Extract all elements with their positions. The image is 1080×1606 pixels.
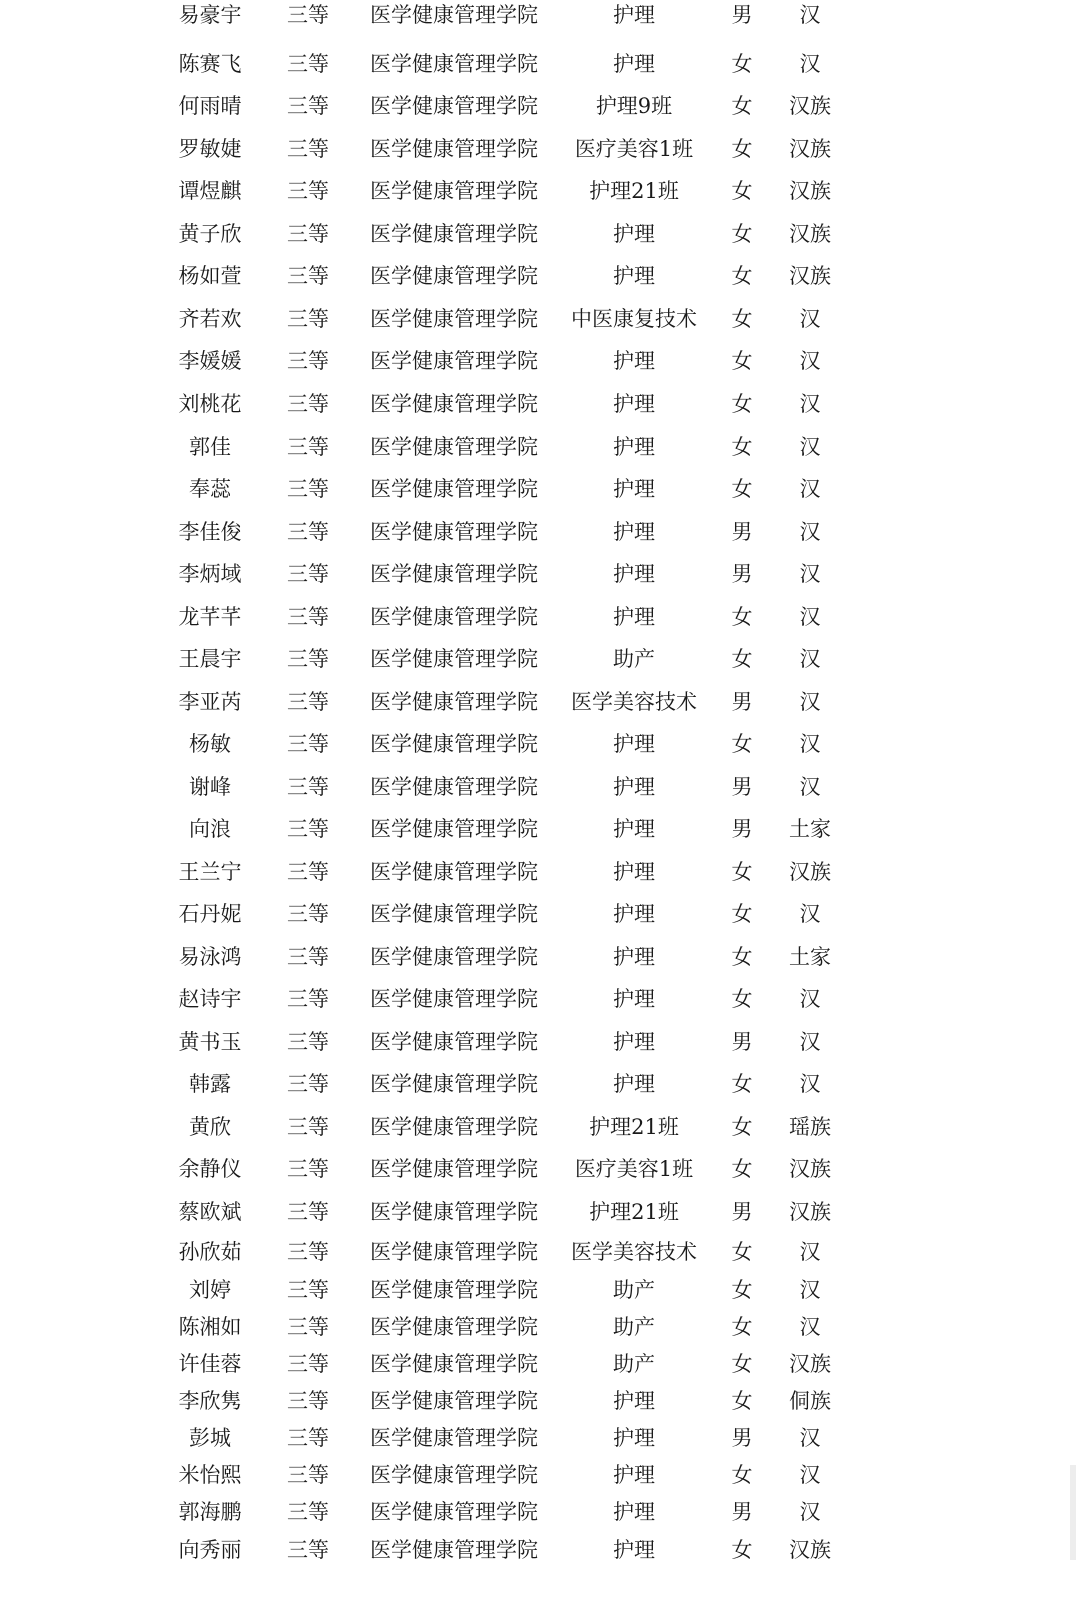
award-level: 三等 — [287, 1426, 329, 1450]
school-name: 医学健康管理学院 — [370, 1500, 538, 1524]
major-name: 助产 — [613, 1278, 655, 1302]
table-row — [0, 299, 1080, 339]
table-row — [0, 1107, 1080, 1147]
major-name: 中医康复技术 — [571, 307, 697, 331]
ethnicity: 汉 — [799, 605, 821, 629]
student-name: 余静仪 — [178, 1157, 242, 1181]
table-row — [0, 1149, 1080, 1189]
ethnicity: 汉 — [799, 1426, 821, 1450]
award-level: 三等 — [287, 690, 329, 714]
table-row — [0, 171, 1080, 211]
student-name: 龙芊芊 — [178, 605, 242, 629]
major-name: 护理 — [613, 435, 655, 459]
ethnicity: 汉族 — [789, 222, 831, 246]
ethnicity: 汉 — [799, 1315, 821, 1339]
table-row — [0, 1492, 1080, 1532]
gender: 女 — [731, 222, 753, 246]
ethnicity: 汉族 — [789, 179, 831, 203]
major-name: 护理 — [613, 349, 655, 373]
ethnicity: 汉族 — [789, 1538, 831, 1562]
major-name: 护理 — [613, 392, 655, 416]
major-name: 护理21班 — [589, 179, 679, 203]
award-level: 三等 — [287, 1240, 329, 1264]
ethnicity: 汉族 — [789, 264, 831, 288]
school-name: 医学健康管理学院 — [370, 1072, 538, 1096]
school-name: 医学健康管理学院 — [370, 222, 538, 246]
student-name: 杨如萱 — [178, 264, 242, 288]
school-name: 医学健康管理学院 — [370, 520, 538, 544]
major-name: 护理 — [613, 817, 655, 841]
award-level: 三等 — [287, 349, 329, 373]
school-name: 医学健康管理学院 — [370, 264, 538, 288]
school-name: 医学健康管理学院 — [370, 1030, 538, 1054]
student-name: 谭煜麒 — [178, 179, 242, 203]
gender: 男 — [731, 1200, 753, 1224]
student-name: 彭城 — [189, 1426, 231, 1450]
major-name: 护理 — [613, 1030, 655, 1054]
school-name: 医学健康管理学院 — [370, 1389, 538, 1413]
table-row — [0, 129, 1080, 169]
ethnicity: 汉族 — [789, 1352, 831, 1376]
student-name: 向浪 — [189, 817, 231, 841]
school-name: 医学健康管理学院 — [370, 1157, 538, 1181]
table-row — [0, 1530, 1080, 1570]
student-name: 李媛媛 — [178, 349, 242, 373]
table-row — [0, 809, 1080, 849]
gender: 男 — [731, 690, 753, 714]
major-name: 护理 — [613, 732, 655, 756]
student-name: 何雨晴 — [178, 94, 242, 118]
student-name: 赵诗宇 — [178, 987, 242, 1011]
ethnicity: 汉 — [799, 1240, 821, 1264]
table-row — [0, 44, 1080, 84]
student-name: 米怡熙 — [178, 1463, 242, 1487]
student-name: 谢峰 — [189, 775, 231, 799]
ethnicity: 汉族 — [789, 860, 831, 884]
major-name: 医学美容技术 — [571, 690, 697, 714]
school-name: 医学健康管理学院 — [370, 435, 538, 459]
award-level: 三等 — [287, 1315, 329, 1339]
table-row — [0, 1344, 1080, 1384]
gender: 女 — [731, 732, 753, 756]
gender: 女 — [731, 435, 753, 459]
award-level: 三等 — [287, 1500, 329, 1524]
ethnicity: 汉 — [799, 477, 821, 501]
award-level: 三等 — [287, 775, 329, 799]
major-name: 护理 — [613, 605, 655, 629]
page-edge-shadow — [1070, 1465, 1076, 1560]
school-name: 医学健康管理学院 — [370, 690, 538, 714]
table-row — [0, 1022, 1080, 1062]
gender: 男 — [731, 775, 753, 799]
major-name: 护理 — [613, 775, 655, 799]
school-name: 医学健康管理学院 — [370, 179, 538, 203]
student-name: 蔡欧斌 — [178, 1200, 242, 1224]
student-name: 韩露 — [189, 1072, 231, 1096]
major-name: 护理 — [613, 477, 655, 501]
student-name: 黄书玉 — [178, 1030, 242, 1054]
ethnicity: 汉 — [799, 775, 821, 799]
ethnicity: 汉 — [799, 3, 821, 27]
student-name: 王兰宁 — [178, 860, 242, 884]
major-name: 护理 — [613, 1426, 655, 1450]
table-row — [0, 0, 1080, 35]
gender: 女 — [731, 349, 753, 373]
gender: 女 — [731, 1278, 753, 1302]
ethnicity: 汉 — [799, 1072, 821, 1096]
award-level: 三等 — [287, 179, 329, 203]
major-name: 护理 — [613, 562, 655, 586]
award-level: 三等 — [287, 647, 329, 671]
ethnicity: 汉 — [799, 1500, 821, 1524]
gender: 女 — [731, 264, 753, 288]
gender: 女 — [731, 307, 753, 331]
school-name: 医学健康管理学院 — [370, 860, 538, 884]
award-level: 三等 — [287, 1157, 329, 1181]
student-name: 罗敏婕 — [178, 137, 242, 161]
gender: 女 — [731, 1115, 753, 1139]
gender: 女 — [731, 605, 753, 629]
major-name: 护理 — [613, 1072, 655, 1096]
major-name: 护理 — [613, 945, 655, 969]
table-row — [0, 214, 1080, 254]
school-name: 医学健康管理学院 — [370, 477, 538, 501]
gender: 女 — [731, 647, 753, 671]
table-row — [0, 256, 1080, 296]
gender: 女 — [731, 52, 753, 76]
ethnicity: 汉 — [799, 307, 821, 331]
award-level: 三等 — [287, 1538, 329, 1562]
award-level: 三等 — [287, 264, 329, 288]
table-row — [0, 894, 1080, 934]
school-name: 医学健康管理学院 — [370, 817, 538, 841]
student-name: 郭海鹏 — [178, 1500, 242, 1524]
student-name: 李炳域 — [178, 562, 242, 586]
gender: 女 — [731, 137, 753, 161]
gender: 男 — [731, 1500, 753, 1524]
table-row — [0, 1232, 1080, 1272]
ethnicity: 汉 — [799, 690, 821, 714]
school-name: 医学健康管理学院 — [370, 349, 538, 373]
student-name: 陈湘如 — [178, 1315, 242, 1339]
award-level: 三等 — [287, 732, 329, 756]
gender: 女 — [731, 1157, 753, 1181]
ethnicity: 汉 — [799, 987, 821, 1011]
student-name: 齐若欢 — [178, 307, 242, 331]
table-row — [0, 597, 1080, 637]
school-name: 医学健康管理学院 — [370, 732, 538, 756]
gender: 男 — [731, 562, 753, 586]
major-name: 护理 — [613, 1389, 655, 1413]
school-name: 医学健康管理学院 — [370, 562, 538, 586]
student-name: 刘桃花 — [178, 392, 242, 416]
school-name: 医学健康管理学院 — [370, 137, 538, 161]
award-level: 三等 — [287, 3, 329, 27]
gender: 男 — [731, 1426, 753, 1450]
ethnicity: 汉 — [799, 435, 821, 459]
award-level: 三等 — [287, 520, 329, 544]
ethnicity: 侗族 — [789, 1389, 831, 1413]
gender: 男 — [731, 1030, 753, 1054]
ethnicity: 汉 — [799, 902, 821, 926]
ethnicity: 汉 — [799, 647, 821, 671]
student-name: 石丹妮 — [178, 902, 242, 926]
table-row — [0, 724, 1080, 764]
major-name: 护理 — [613, 3, 655, 27]
table-row — [0, 427, 1080, 467]
student-name: 刘婷 — [189, 1278, 231, 1302]
student-name: 黄欣 — [189, 1115, 231, 1139]
award-level: 三等 — [287, 435, 329, 459]
ethnicity: 汉 — [799, 520, 821, 544]
school-name: 医学健康管理学院 — [370, 1200, 538, 1224]
gender: 女 — [731, 179, 753, 203]
major-name: 助产 — [613, 647, 655, 671]
award-level: 三等 — [287, 392, 329, 416]
table-row — [0, 512, 1080, 552]
major-name: 护理 — [613, 1463, 655, 1487]
major-name: 护理 — [613, 264, 655, 288]
ethnicity: 汉 — [799, 392, 821, 416]
school-name: 医学健康管理学院 — [370, 1352, 538, 1376]
table-row — [0, 1418, 1080, 1458]
student-name: 许佳蓉 — [178, 1352, 242, 1376]
gender: 男 — [731, 3, 753, 27]
gender: 女 — [731, 860, 753, 884]
table-row — [0, 852, 1080, 892]
major-name: 护理 — [613, 520, 655, 544]
award-level: 三等 — [287, 987, 329, 1011]
school-name: 医学健康管理学院 — [370, 307, 538, 331]
ethnicity: 汉 — [799, 562, 821, 586]
table-row — [0, 384, 1080, 424]
gender: 女 — [731, 1538, 753, 1562]
ethnicity: 汉族 — [789, 94, 831, 118]
table-row — [0, 639, 1080, 679]
school-name: 医学健康管理学院 — [370, 1278, 538, 1302]
ethnicity: 瑶族 — [789, 1115, 831, 1139]
table-row — [0, 1455, 1080, 1495]
school-name: 医学健康管理学院 — [370, 1426, 538, 1450]
gender: 女 — [731, 1389, 753, 1413]
ethnicity: 土家 — [789, 945, 831, 969]
table-row — [0, 86, 1080, 126]
school-name: 医学健康管理学院 — [370, 605, 538, 629]
student-name: 郭佳 — [189, 435, 231, 459]
gender: 女 — [731, 1315, 753, 1339]
school-name: 医学健康管理学院 — [370, 52, 538, 76]
award-level: 三等 — [287, 1030, 329, 1054]
ethnicity: 汉族 — [789, 1200, 831, 1224]
ethnicity: 汉 — [799, 52, 821, 76]
ethnicity: 汉族 — [789, 137, 831, 161]
school-name: 医学健康管理学院 — [370, 987, 538, 1011]
table-row — [0, 341, 1080, 381]
student-name: 孙欣茹 — [178, 1240, 242, 1264]
major-name: 护理 — [613, 222, 655, 246]
award-level: 三等 — [287, 1352, 329, 1376]
table-row — [0, 1381, 1080, 1421]
major-name: 医疗美容1班 — [574, 1157, 694, 1181]
gender: 女 — [731, 1072, 753, 1096]
ethnicity: 汉 — [799, 1030, 821, 1054]
gender: 女 — [731, 987, 753, 1011]
student-name: 李佳俊 — [178, 520, 242, 544]
major-name: 医疗美容1班 — [574, 137, 694, 161]
student-name: 李欣隽 — [178, 1389, 242, 1413]
award-level: 三等 — [287, 1072, 329, 1096]
major-name: 护理 — [613, 1538, 655, 1562]
table-row — [0, 682, 1080, 722]
school-name: 医学健康管理学院 — [370, 1315, 538, 1339]
student-name: 杨敏 — [189, 732, 231, 756]
major-name: 助产 — [613, 1315, 655, 1339]
student-name: 黄子欣 — [178, 222, 242, 246]
student-name: 李亚芮 — [178, 690, 242, 714]
table-row — [0, 937, 1080, 977]
school-name: 医学健康管理学院 — [370, 1538, 538, 1562]
major-name: 医学美容技术 — [571, 1240, 697, 1264]
gender: 女 — [731, 902, 753, 926]
award-level: 三等 — [287, 222, 329, 246]
school-name: 医学健康管理学院 — [370, 392, 538, 416]
award-level: 三等 — [287, 817, 329, 841]
student-name: 易泳鸿 — [178, 945, 242, 969]
award-level: 三等 — [287, 1115, 329, 1139]
award-level: 三等 — [287, 1278, 329, 1302]
school-name: 医学健康管理学院 — [370, 902, 538, 926]
student-name: 向秀丽 — [178, 1538, 242, 1562]
award-level: 三等 — [287, 860, 329, 884]
school-name: 医学健康管理学院 — [370, 1463, 538, 1487]
ethnicity: 土家 — [789, 817, 831, 841]
school-name: 医学健康管理学院 — [370, 1115, 538, 1139]
school-name: 医学健康管理学院 — [370, 1240, 538, 1264]
award-level: 三等 — [287, 562, 329, 586]
ethnicity: 汉族 — [789, 1157, 831, 1181]
table-row — [0, 469, 1080, 509]
school-name: 医学健康管理学院 — [370, 94, 538, 118]
award-level: 三等 — [287, 307, 329, 331]
ethnicity: 汉 — [799, 1463, 821, 1487]
major-name: 护理 — [613, 987, 655, 1011]
major-name: 护理21班 — [589, 1200, 679, 1224]
table-row — [0, 554, 1080, 594]
award-level: 三等 — [287, 477, 329, 501]
major-name: 护理 — [613, 902, 655, 926]
gender: 女 — [731, 477, 753, 501]
school-name: 医学健康管理学院 — [370, 945, 538, 969]
award-level: 三等 — [287, 605, 329, 629]
gender: 男 — [731, 817, 753, 841]
award-level: 三等 — [287, 94, 329, 118]
award-level: 三等 — [287, 1389, 329, 1413]
gender: 女 — [731, 945, 753, 969]
ethnicity: 汉 — [799, 732, 821, 756]
student-name: 奉蕊 — [189, 477, 231, 501]
gender: 女 — [731, 1463, 753, 1487]
major-name: 护理 — [613, 1500, 655, 1524]
award-level: 三等 — [287, 945, 329, 969]
award-level: 三等 — [287, 1463, 329, 1487]
school-name: 医学健康管理学院 — [370, 3, 538, 27]
award-level: 三等 — [287, 902, 329, 926]
award-level: 三等 — [287, 1200, 329, 1224]
gender: 女 — [731, 1352, 753, 1376]
major-name: 助产 — [613, 1352, 655, 1376]
table-row — [0, 1307, 1080, 1347]
table-row — [0, 1270, 1080, 1310]
major-name: 护理9班 — [595, 94, 673, 118]
student-name: 陈赛飞 — [178, 52, 242, 76]
gender: 女 — [731, 1240, 753, 1264]
table-row — [0, 1192, 1080, 1232]
table-row — [0, 979, 1080, 1019]
ethnicity: 汉 — [799, 1278, 821, 1302]
gender: 男 — [731, 520, 753, 544]
award-level: 三等 — [287, 137, 329, 161]
major-name: 护理 — [613, 860, 655, 884]
school-name: 医学健康管理学院 — [370, 647, 538, 671]
student-name: 王晨宇 — [178, 647, 242, 671]
award-level: 三等 — [287, 52, 329, 76]
school-name: 医学健康管理学院 — [370, 775, 538, 799]
major-name: 护理21班 — [589, 1115, 679, 1139]
student-name: 易豪宇 — [178, 3, 242, 27]
gender: 女 — [731, 94, 753, 118]
table-row — [0, 1064, 1080, 1104]
ethnicity: 汉 — [799, 349, 821, 373]
table-row — [0, 767, 1080, 807]
gender: 女 — [731, 392, 753, 416]
major-name: 护理 — [613, 52, 655, 76]
